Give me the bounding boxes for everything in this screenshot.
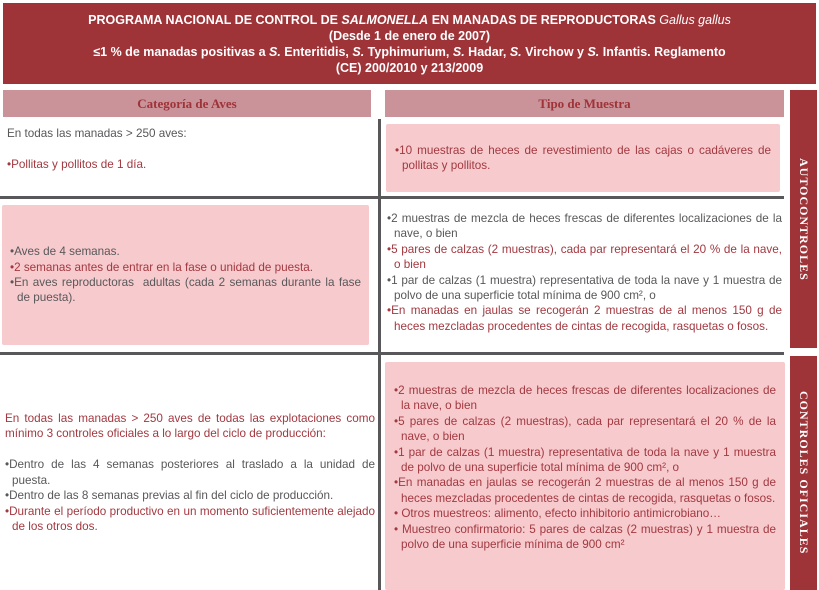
header-serovars-line bbox=[3, 44, 816, 60]
row3-sample-bullet: • Otros muestreos: alimento, efecto inhibitorio antimicrobiano… bbox=[394, 507, 721, 521]
header-date-line: (Desde 1 de enero de 2007) bbox=[328, 29, 491, 43]
sidebar-controles-oficiales bbox=[790, 356, 817, 590]
serovar-s: S. bbox=[265, 45, 281, 59]
serovar-text: Hadar, bbox=[464, 45, 507, 59]
row2-sample-bullet: •1 par de calzas (1 muestra) representativa de toda la nave y 1 muestra de polvo de una superficie total mínima de 900 cm², o bbox=[387, 273, 782, 303]
row2-category-bullet: •2 semanas antes de entrar en la fase o unidad de puesta. bbox=[10, 260, 313, 274]
sidebar-autocontroles-label: AUTOCONTROLES bbox=[797, 157, 811, 281]
row3-category-bullet: •Durante el período productivo en un momento suficientemente alejado de los otros dos. bbox=[5, 504, 375, 534]
sidebar-controles-oficiales-label: CONTROLES OFICIALES bbox=[797, 391, 811, 555]
row3-sample-bullet: • Muestreo confirmatorio: 5 pares de calzas (2 muestras) y 1 muestra de polvo de una superficie mínima de 900 cm² bbox=[394, 522, 776, 552]
serovar-text: Typhimurium, bbox=[364, 45, 450, 59]
row1-category-bullet: •Pollitas y pollitos de 1 día. bbox=[7, 158, 147, 172]
header-title-salmonella: SALMONELLA bbox=[341, 13, 429, 27]
row3-category-bullet: •Dentro de las 8 semanas previas al fin del ciclo de producción. bbox=[5, 489, 334, 503]
row2-sample-bullet: •2 muestras de mezcla de heces frescas de diferentes localizaciones de la nave, o bien bbox=[387, 212, 782, 241]
row2-sample-cell bbox=[387, 206, 782, 334]
row2-sample-bullet: •5 pares de calzas (2 muestras), cada par representará el 20 % de la nave, o bien bbox=[387, 242, 782, 272]
row1-sample-bullet: •10 muestras de heces de revestimiento de las cajas o cadáveres de pollitas y pollitos. bbox=[395, 143, 771, 172]
serovar-text: Enteritidis, bbox=[280, 45, 349, 59]
column-header-categoria-aves: Categoría de Aves bbox=[3, 90, 371, 117]
row3-sample-bullet: •En manadas en jaulas se recogerán 2 muestras de al menos 150 g de heces mezcladas procedentes de cintas de recogida, rasquetas o fosos. bbox=[394, 476, 776, 505]
header-title-part: PROGRAMA NACIONAL DE CONTROL DE bbox=[88, 13, 342, 27]
horizontal-divider-1 bbox=[0, 196, 784, 199]
header-title-gallus: Gallus gallus bbox=[659, 13, 731, 27]
serovar-text: Infantis. Reglamento bbox=[599, 45, 726, 59]
row2-category-bullet: •En aves reproductoras adultas (cada 2 semanas durante la fase de puesta). bbox=[10, 276, 361, 305]
header-regulation-line: (CE) 200/2010 y 213/2009 bbox=[335, 61, 484, 75]
serovar-s: S. bbox=[449, 45, 465, 59]
row3-sample-bullet: •1 par de calzas (1 muestra) representativa de toda la nave y 1 muestra de polvo de una superficie total mínima de 900 cm², o bbox=[394, 445, 776, 475]
column-header-tipo-muestra: Tipo de Muestra bbox=[385, 90, 784, 117]
serovar-s: S. bbox=[583, 45, 600, 59]
header-title-part: EN MANADAS DE REPRODUCTORAS bbox=[428, 13, 660, 27]
header-title-line bbox=[3, 12, 816, 28]
serovar-text: Virchow y bbox=[521, 45, 584, 59]
row3-category-cell bbox=[5, 355, 375, 590]
row3-sample-bullet: •5 pares de calzas (2 muestras), cada par representará el 20 % de la nave, o bien bbox=[394, 414, 776, 444]
row1-intro: En todas las manadas > 250 aves: bbox=[7, 127, 187, 140]
serovar-text: ≤1 % de manadas positivas a bbox=[93, 45, 266, 59]
row3-intro: En todas las manadas > 250 aves de todas las explotaciones como mínimo 3 controles oficiales a lo largo del ciclo de producción: bbox=[5, 411, 375, 440]
row3-sample-cell bbox=[385, 362, 785, 590]
row3-sample-bullet: •2 muestras de mezcla de heces frescas de diferentes localizaciones de la nave, o bien bbox=[394, 384, 776, 413]
sidebar-autocontroles bbox=[790, 90, 817, 348]
row2-category-bullet: •Aves de 4 semanas. bbox=[10, 245, 120, 259]
row1-sample-cell bbox=[386, 124, 780, 192]
serovar-s: S. bbox=[506, 45, 522, 59]
row2-category-cell bbox=[2, 205, 369, 345]
row2-sample-bullet: •En manadas en jaulas se recogerán 2 muestras de al menos 150 g de heces mezcladas procedentes de cintas de recogida, rasquetas o fosos. bbox=[387, 304, 782, 333]
document-header bbox=[3, 3, 816, 84]
row3-category-bullet: •Dentro de las 4 semanas posteriores al traslado a la unidad de puesta. bbox=[5, 458, 375, 487]
row1-category-cell bbox=[7, 126, 367, 173]
serovar-s: S. bbox=[348, 45, 365, 59]
